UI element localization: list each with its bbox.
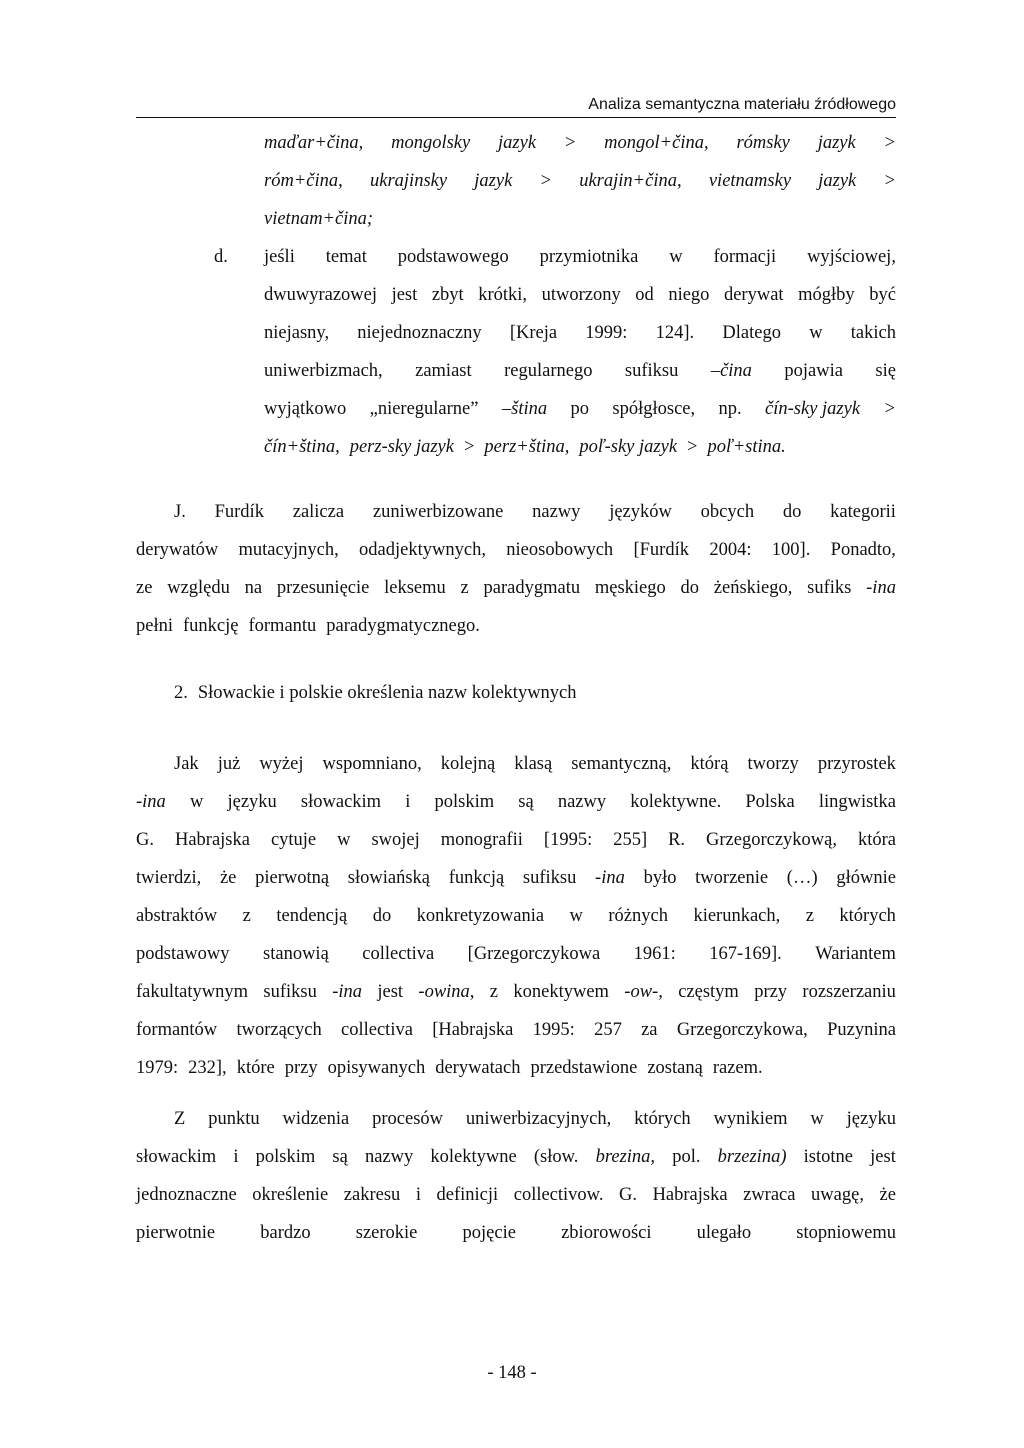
word: Grzegorczykową, <box>706 829 837 850</box>
word: brezina, <box>595 1146 656 1167</box>
word: 232], <box>188 1057 227 1078</box>
word: stanowią <box>263 943 329 964</box>
word: mongol+čina, <box>604 132 709 153</box>
text-line <box>264 238 896 276</box>
word: 257 <box>594 1019 622 1040</box>
word: w <box>337 829 351 850</box>
word: niejednoznaczny <box>357 322 482 343</box>
word: się <box>875 360 896 381</box>
word: Dlatego <box>722 322 781 343</box>
word: 2004: <box>709 539 752 560</box>
word: derywat <box>723 284 784 305</box>
word: których <box>839 905 896 926</box>
word: Grzegorczykowa, <box>676 1019 808 1040</box>
word: do <box>782 501 802 522</box>
text-line <box>264 352 896 390</box>
word: już <box>217 753 241 774</box>
word: > <box>883 170 896 191</box>
word: nazwy <box>364 1146 414 1167</box>
word: pojęcie <box>462 1222 516 1243</box>
word: wspomniano, <box>322 753 422 774</box>
text-line <box>264 314 896 352</box>
word: abstraktów <box>136 905 218 926</box>
word: przyrostek <box>817 753 896 774</box>
word: są <box>518 791 534 812</box>
word: polskim <box>434 791 495 812</box>
word: szerokie <box>355 1222 418 1243</box>
text-line <box>136 859 896 897</box>
word: mongolsky <box>391 132 471 153</box>
word: w <box>809 322 823 343</box>
word: istotne <box>803 1146 853 1167</box>
list-item-c-continued <box>264 124 896 238</box>
word: niego <box>668 284 710 305</box>
word: rozszerzaniu <box>802 981 896 1002</box>
word: uniwerbizacyjnych, <box>465 1108 612 1129</box>
text-line <box>136 493 896 531</box>
word: nazwy <box>557 791 607 812</box>
text-line <box>264 428 896 466</box>
word: zakresu <box>343 1184 401 1205</box>
text-line <box>136 745 896 783</box>
word: mógłby <box>798 284 855 305</box>
word: np. <box>718 398 742 419</box>
word: języku <box>227 791 277 812</box>
word: przedstawione <box>530 1057 638 1078</box>
word: wynikiem <box>713 1108 788 1129</box>
word: funkcję <box>183 615 239 636</box>
word: konektywem <box>513 981 609 1002</box>
word: semantyczną, <box>571 753 672 774</box>
word: podstawowy <box>136 943 230 964</box>
word: krótki, <box>478 284 528 305</box>
word: [1995: <box>543 829 593 850</box>
word: do <box>372 905 392 926</box>
word: –ština <box>501 398 548 419</box>
word: języków <box>609 501 672 522</box>
word: 167-169]. <box>709 943 782 964</box>
word: w <box>569 905 583 926</box>
word: čín-sky jazyk <box>765 398 861 419</box>
word: w <box>669 246 683 267</box>
word: za <box>641 1019 658 1040</box>
word: obcych <box>700 501 755 522</box>
word: opisywanych <box>327 1057 426 1078</box>
paragraph-collectives <box>136 745 896 1087</box>
word: kolektywne <box>430 1146 517 1167</box>
word: widzenia <box>282 1108 350 1129</box>
word: jest <box>377 981 404 1002</box>
word: uniwerbizmach, <box>264 360 383 381</box>
word: spółgłosce, <box>612 398 696 419</box>
word: 1995: <box>532 1019 575 1040</box>
word: -ina <box>595 867 625 888</box>
word: > <box>539 170 552 191</box>
word: perz+ština, <box>484 436 570 457</box>
word: zuniwerbizowane <box>372 501 504 522</box>
word: pierwotną <box>255 867 330 888</box>
word: utworzony <box>541 284 621 305</box>
word: uwagę, <box>811 1184 864 1205</box>
word: z <box>805 905 814 926</box>
word: takich <box>850 322 896 343</box>
word: tendencją <box>276 905 348 926</box>
word: procesów <box>372 1108 444 1129</box>
word: > <box>463 436 475 457</box>
word: dwuwyrazowej <box>264 284 378 305</box>
word: „nieregularne” <box>369 398 479 419</box>
word: brzezina) <box>717 1146 787 1167</box>
word: polskim <box>255 1146 316 1167</box>
word: Z <box>174 1108 186 1129</box>
word: ulegało <box>696 1222 752 1243</box>
word: i <box>415 1184 421 1205</box>
word: 100]. <box>771 539 811 560</box>
word: zbiorowości <box>561 1222 652 1243</box>
word: ukrajin+čina, <box>579 170 682 191</box>
word: jazyk <box>474 170 513 191</box>
word: jazyk <box>817 132 856 153</box>
word: regularnego <box>504 360 593 381</box>
text-line <box>136 973 896 1011</box>
word: formantów <box>136 1019 218 1040</box>
word: Ponadto, <box>830 539 896 560</box>
word: słowackim <box>136 1146 217 1167</box>
word: twierdzi, <box>136 867 202 888</box>
word: -ina <box>866 577 896 598</box>
word: pol. <box>672 1146 701 1167</box>
word: wyżej <box>259 753 304 774</box>
word: vietnam+čina; <box>264 208 374 229</box>
word: swojej <box>371 829 420 850</box>
word: temat <box>325 246 367 267</box>
word: do <box>680 577 700 598</box>
word: rómsky <box>736 132 790 153</box>
word: którą <box>690 753 729 774</box>
word: przy <box>754 981 788 1002</box>
word: -owina, <box>418 981 475 1002</box>
word: zbyt <box>431 284 464 305</box>
word: przesunięcie <box>276 577 370 598</box>
word: kategorii <box>830 501 896 522</box>
word: leksemu <box>384 577 446 598</box>
word: z <box>242 905 251 926</box>
word: sufiks <box>807 577 852 598</box>
word: zwraca <box>743 1184 796 1205</box>
word: być <box>869 284 896 305</box>
word: (…) <box>786 867 818 888</box>
word: i <box>405 791 411 812</box>
word: formacji <box>713 246 777 267</box>
word: niejasny, <box>264 322 330 343</box>
word: G. <box>136 829 154 850</box>
word: 255] <box>613 829 648 850</box>
word: klasą <box>514 753 553 774</box>
word: [Kreja <box>509 322 558 343</box>
word: -ina <box>332 981 362 1002</box>
word: słowackim <box>300 791 382 812</box>
word: z <box>460 577 469 598</box>
word: od <box>635 284 654 305</box>
word: Wariantem <box>815 943 896 964</box>
word: jest <box>391 284 418 305</box>
word: derywatach <box>435 1057 521 1078</box>
word: Habrajska <box>174 829 250 850</box>
word: wyjściowej, <box>807 246 896 267</box>
section-number: 2. <box>174 683 188 703</box>
word: paradygmatycznego. <box>326 615 480 636</box>
word: która <box>857 829 896 850</box>
paragraph-univerbization <box>136 1100 896 1252</box>
word: w <box>189 791 204 812</box>
word: lingwistka <box>818 791 896 812</box>
word: bardzo <box>260 1222 311 1243</box>
word: [Grzegorczykowa <box>467 943 601 964</box>
word: Jak <box>174 753 199 774</box>
word: zostaną <box>647 1057 703 1078</box>
section-title: Słowackie i polskie określenia nazw kolektywnych <box>197 683 577 703</box>
word: pierwotnie <box>136 1222 216 1243</box>
word: żeńskiego, <box>713 577 793 598</box>
paragraph-furdik <box>136 493 896 645</box>
text-line <box>136 569 896 607</box>
word: derywatów <box>136 539 219 560</box>
word: było <box>643 867 677 888</box>
word: poľ-sky jazyk <box>579 436 678 457</box>
word: maďar+čina, <box>264 132 364 153</box>
text-line <box>136 1176 896 1214</box>
text-line <box>136 531 896 569</box>
word: po <box>570 398 589 419</box>
word: –čina <box>710 360 752 381</box>
word: tworzących <box>236 1019 322 1040</box>
word: częstym <box>678 981 739 1002</box>
word: i <box>233 1146 239 1167</box>
word: perz-sky jazyk <box>349 436 454 457</box>
word: mutacyjnych, <box>238 539 339 560</box>
word: sufiksu <box>522 867 577 888</box>
word: tworzy <box>747 753 799 774</box>
word: [Furdík <box>633 539 689 560</box>
page-number: - 148 - <box>487 1363 537 1383</box>
word: cytuje <box>270 829 317 850</box>
word: formantu <box>248 615 317 636</box>
word: poľ+stina. <box>707 436 786 457</box>
word: sufiksu <box>624 360 679 381</box>
word: razem. <box>712 1057 763 1078</box>
word: G. <box>619 1184 638 1205</box>
word: J. <box>174 501 186 522</box>
text-line <box>136 935 896 973</box>
word: róm+čina, <box>264 170 343 191</box>
word: > <box>563 132 577 153</box>
word: względu <box>167 577 230 598</box>
word: kierunkach, <box>693 905 781 926</box>
word: stopniowemu <box>796 1222 896 1243</box>
word: różnych <box>608 905 668 926</box>
word: -ow-, <box>624 981 663 1002</box>
word: jeśli <box>264 246 295 267</box>
word: > <box>883 398 896 419</box>
list-item-d <box>264 238 896 466</box>
list-label-d: d. <box>214 247 228 267</box>
word: 1979: <box>136 1057 179 1078</box>
word: collectiva <box>362 943 435 964</box>
text-line <box>264 200 896 238</box>
word: przymiotnika <box>539 246 639 267</box>
word: Furdík <box>214 501 264 522</box>
word: collectiva <box>341 1019 413 1040</box>
text-line <box>264 124 896 162</box>
word: zalicza <box>292 501 345 522</box>
text-line <box>136 783 896 821</box>
word: są <box>332 1146 348 1167</box>
word: jazyk <box>498 132 537 153</box>
word: jazyk <box>818 170 857 191</box>
word: vietnamsky <box>708 170 792 191</box>
word: sufiksu <box>263 981 317 1002</box>
word: čín+ština, <box>264 436 340 457</box>
word: z <box>489 981 499 1002</box>
word: których <box>634 1108 691 1129</box>
word: ukrajinsky <box>370 170 448 191</box>
text-line <box>136 1049 896 1087</box>
word: 1961: <box>633 943 676 964</box>
word: że <box>879 1184 896 1205</box>
word: pełni <box>136 615 173 636</box>
running-header: Analiza semantyczna materiału źródłowego <box>136 95 896 118</box>
word: jednoznaczne <box>136 1184 237 1205</box>
word: -ina <box>136 791 166 812</box>
word: kolejną <box>440 753 496 774</box>
text-line <box>136 1214 896 1252</box>
word: monografii <box>440 829 523 850</box>
word: 124]. <box>655 322 695 343</box>
word: podstawowego <box>397 246 509 267</box>
word: zamiast <box>415 360 472 381</box>
word: > <box>687 436 698 457</box>
word: ze <box>136 577 153 598</box>
word: [Habrajska <box>432 1019 514 1040</box>
text-line <box>264 162 896 200</box>
word: męskiego <box>594 577 666 598</box>
text-line <box>136 1100 896 1138</box>
word: 1999: <box>585 322 628 343</box>
word: paradygmatu <box>483 577 581 598</box>
text-line <box>136 607 896 645</box>
word: że <box>219 867 237 888</box>
text-line <box>136 821 896 859</box>
text-line <box>264 390 896 428</box>
word: konkretyzowania <box>416 905 545 926</box>
word: pojawia <box>784 360 843 381</box>
word: słowiańską <box>347 867 430 888</box>
word: collectivow. <box>513 1184 604 1205</box>
word: nieosobowych <box>506 539 614 560</box>
word: definicji <box>436 1184 499 1205</box>
word: które <box>236 1057 275 1078</box>
text-line <box>136 1138 896 1176</box>
section-heading <box>174 674 587 712</box>
word: jest <box>870 1146 896 1167</box>
text-line <box>264 276 896 314</box>
word: odadjektywnych, <box>359 539 486 560</box>
word: tworzenie <box>695 867 769 888</box>
word: głównie <box>836 867 896 888</box>
word: Polska <box>745 791 795 812</box>
word: w <box>810 1108 824 1129</box>
word: wyjątkowo <box>264 398 347 419</box>
word: (słow. <box>533 1146 579 1167</box>
word: kolektywne. <box>630 791 722 812</box>
word: Puzynina <box>827 1019 896 1040</box>
text-line <box>136 897 896 935</box>
word: fakultatywnym <box>136 981 249 1002</box>
word: > <box>883 132 896 153</box>
word: przy <box>284 1057 318 1078</box>
word: R. <box>668 829 686 850</box>
word: języku <box>846 1108 896 1129</box>
word: określenie <box>252 1184 329 1205</box>
word: Habrajska <box>652 1184 728 1205</box>
word: na <box>244 577 263 598</box>
text-line <box>136 1011 896 1049</box>
word: punktu <box>208 1108 260 1129</box>
word: funkcją <box>448 867 505 888</box>
word: nazwy <box>532 501 581 522</box>
